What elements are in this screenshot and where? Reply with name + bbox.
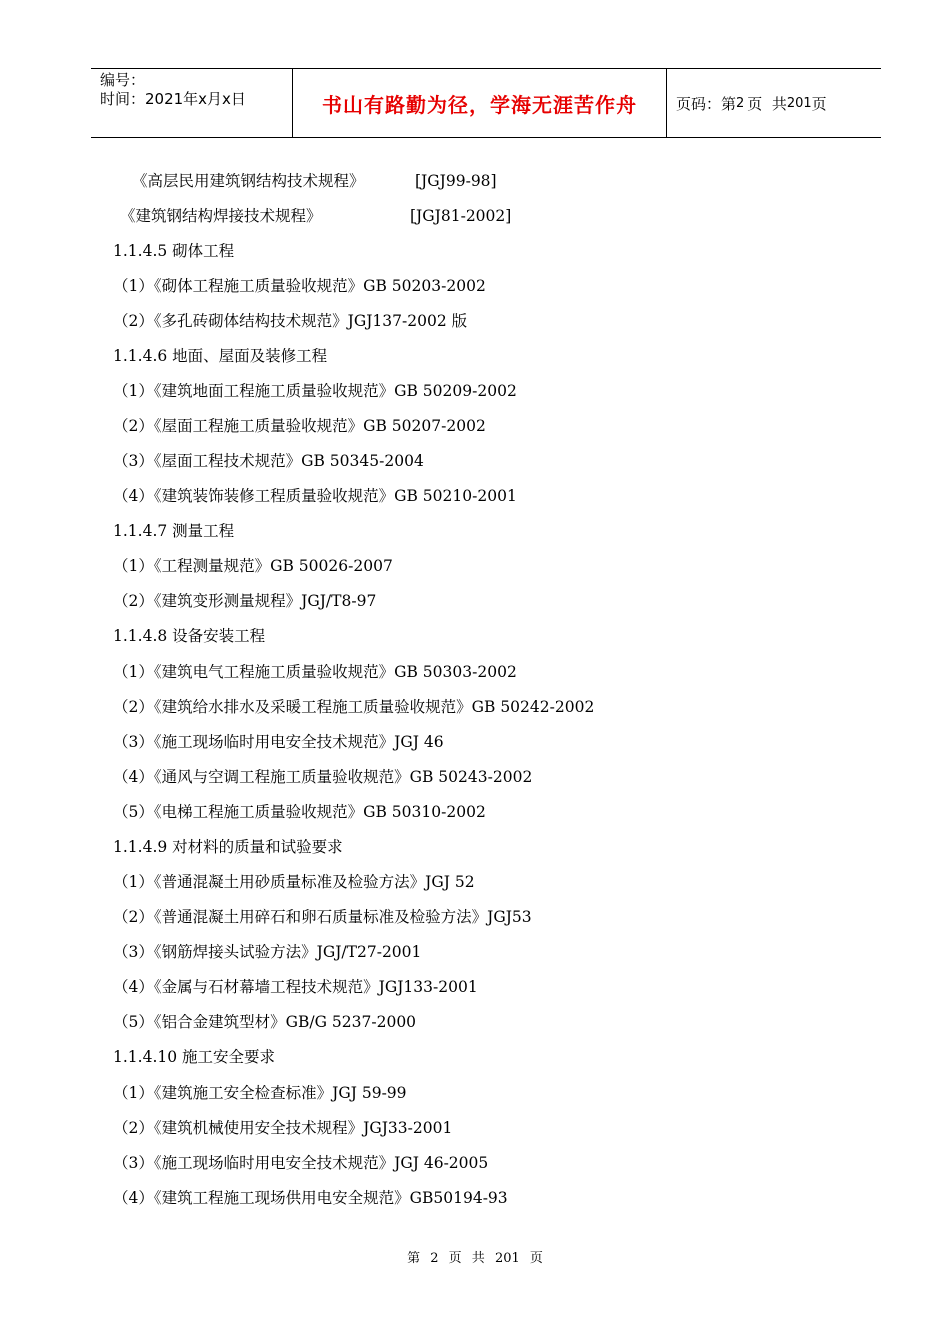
standard-line: （4）《建筑装饰装修工程质量验收规范》GB 50210-2001 [113,487,517,505]
standard-line: （4）《通风与空调工程施工质量验收规范》GB 50243-2002 [113,768,533,786]
section-heading: 1.1.4.10 施工安全要求 [113,1048,276,1066]
standard-line: （5）《电梯工程施工质量验收规范》GB 50310-2002 [113,803,486,821]
standard-line: （1）《砌体工程施工质量验收规范》GB 50203-2002 [113,277,486,295]
standard-line: （4）《建筑工程施工现场供用电安全规范》GB50194-93 [113,1189,508,1207]
standard-line: （4）《金属与石材幕墙工程技术规范》JGJ133-2001 [113,978,478,996]
header-page-total: 201 [786,95,812,111]
standard-line: （5）《铝合金建筑型材》GB/G 5237-2000 [113,1013,417,1031]
standard-line: （1）《建筑施工安全检查标准》JGJ 59-99 [113,1084,407,1102]
standard-line: （2）《建筑机械使用安全技术规程》JGJ33-2001 [113,1119,453,1137]
header-page-number: 2 [736,95,745,111]
section-heading: 1.1.4.8 设备安装工程 [113,627,266,645]
standard-line: （3）《钢筋焊接头试验方法》JGJ/T27-2001 [113,943,422,961]
standard-line: （2）《建筑给水排水及采暖工程施工质量验收规范》GB 50242-2002 [113,698,595,716]
standard-line: （3）《施工现场临时用电安全技术规范》JGJ 46 [113,733,444,751]
standard-line: （1）《建筑电气工程施工质量验收规范》GB 50303-2002 [113,663,517,681]
header-page-prefix: 页码：第 [676,94,737,113]
standard-line: （1）《建筑地面工程施工质量验收规范》GB 50209-2002 [113,382,517,400]
footer-prefix: 第 [407,1251,421,1266]
header-page-info [667,69,881,137]
footer-page-total: 201 [494,1251,520,1266]
standard-line: （1）《工程测量规范》GB 50026-2007 [113,557,393,575]
document-number-label: 编号： [100,71,146,89]
page-footer [0,1247,950,1266]
standard-line: （2）《建筑变形测量规程》JGJ/T8-97 [113,592,377,610]
standard-line: （2）《屋面工程施工质量验收规范》GB 50207-2002 [113,417,486,435]
footer-suffix: 页 [529,1251,543,1266]
section-heading: 1.1.4.5 砌体工程 [113,242,235,260]
header-motto-cell [293,69,667,137]
footer-mid1: 页 [448,1251,462,1266]
section-heading: 1.1.4.6 地面、屋面及装修工程 [113,347,328,365]
standard-line: 《建筑钢结构焊接技术规程》 [JGJ81-2002] [120,207,512,225]
standard-code: [JGJ81-2002] [410,207,512,225]
section-heading: 1.1.4.7 测量工程 [113,522,235,540]
document-time-label: 时间：2021年x月x日 [100,90,246,108]
footer-page-number: 2 [430,1251,439,1266]
standard-code: [JGJ99-98] [415,172,497,190]
header-page-suffix: 页 [811,94,827,113]
header-page-mid: 页 共 [747,94,787,113]
standard-line: （1）《普通混凝土用砂质量标准及检验方法》JGJ 52 [113,873,475,891]
page-header [91,68,881,138]
section-heading: 1.1.4.9 对材料的质量和试验要求 [113,838,343,856]
footer-mid2: 共 [471,1251,485,1266]
standard-line: （2）《普通混凝土用碎石和卵石质量标准及检验方法》JGJ53 [113,908,532,926]
standard-line: （3）《屋面工程技术规范》GB 50345-2004 [113,452,424,470]
standard-line: 《高层民用建筑钢结构技术规程》 [JGJ99-98] [132,172,497,190]
standard-line: （2）《多孔砖砌体结构技术规范》JGJ137-2002 版 [113,312,468,330]
header-motto: 书山有路勤为径，学海无涯苦作舟 [322,92,637,117]
header-meta [91,69,293,137]
standard-line: （3）《施工现场临时用电安全技术规范》JGJ 46-2005 [113,1154,489,1172]
